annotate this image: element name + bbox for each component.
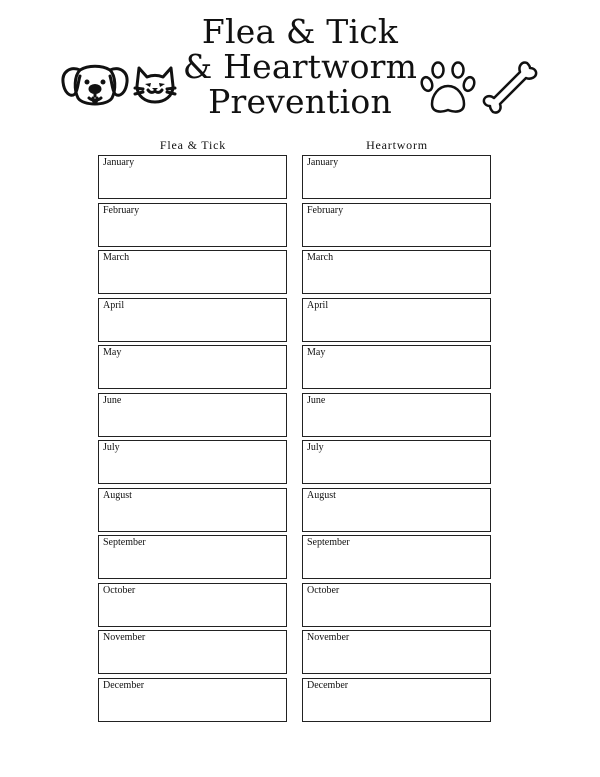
month-box[interactable] xyxy=(98,345,287,389)
month-box[interactable] xyxy=(98,630,287,674)
title-line-3: Prevention xyxy=(208,82,392,121)
month-box[interactable] xyxy=(98,155,287,199)
month-box[interactable] xyxy=(98,250,287,294)
dog-icon xyxy=(60,62,130,108)
month-box[interactable] xyxy=(302,535,491,579)
month-box[interactable] xyxy=(98,488,287,532)
month-box[interactable] xyxy=(98,298,287,342)
month-box[interactable] xyxy=(302,250,491,294)
column-heading-flea-tick: Flea & Tick xyxy=(159,138,227,152)
month-label: September xyxy=(307,537,350,548)
page-title xyxy=(150,14,450,119)
month-box[interactable] xyxy=(98,535,287,579)
month-label: March xyxy=(103,252,130,263)
month-box[interactable] xyxy=(302,298,491,342)
month-label: March xyxy=(307,252,334,263)
month-label: February xyxy=(307,204,344,216)
month-box[interactable] xyxy=(98,203,287,247)
month-label: July xyxy=(307,442,324,453)
month-box[interactable] xyxy=(98,393,287,437)
month-box[interactable] xyxy=(98,678,287,722)
month-box[interactable] xyxy=(302,345,491,389)
month-label: October xyxy=(103,584,136,596)
month-label: August xyxy=(103,489,132,501)
title-line-2: & Heartworm xyxy=(182,47,418,86)
month-label: November xyxy=(307,632,350,643)
month-label: May xyxy=(103,347,122,358)
month-box[interactable] xyxy=(302,440,491,484)
month-label: January xyxy=(103,157,135,168)
title-line-1: Flea & Tick xyxy=(201,12,399,51)
month-box[interactable] xyxy=(302,488,491,532)
month-label: July xyxy=(103,442,120,453)
month-label: December xyxy=(103,679,145,691)
month-box[interactable] xyxy=(98,583,287,627)
month-box[interactable] xyxy=(302,203,491,247)
bone-icon xyxy=(480,60,538,114)
month-label: August xyxy=(307,489,336,501)
month-label: November xyxy=(103,632,146,643)
paw-icon xyxy=(420,60,476,116)
month-label: February xyxy=(103,204,140,216)
cat-icon xyxy=(133,64,177,106)
month-label: April xyxy=(103,299,125,311)
column-heading-heartworm: Heartworm xyxy=(366,138,428,152)
month-label: May xyxy=(307,347,326,358)
month-box[interactable] xyxy=(302,583,491,627)
month-label: June xyxy=(103,394,122,406)
month-label: October xyxy=(307,584,340,596)
month-label: April xyxy=(307,299,329,311)
month-label: January xyxy=(307,157,339,168)
month-box[interactable] xyxy=(302,393,491,437)
month-label: December xyxy=(307,679,349,691)
month-box[interactable] xyxy=(302,155,491,199)
month-box[interactable] xyxy=(98,440,287,484)
month-box[interactable] xyxy=(302,630,491,674)
flea-tick-column xyxy=(98,155,287,725)
month-label: September xyxy=(103,537,146,548)
heartworm-column xyxy=(302,155,491,725)
month-box[interactable] xyxy=(302,678,491,722)
month-label: June xyxy=(307,394,326,406)
